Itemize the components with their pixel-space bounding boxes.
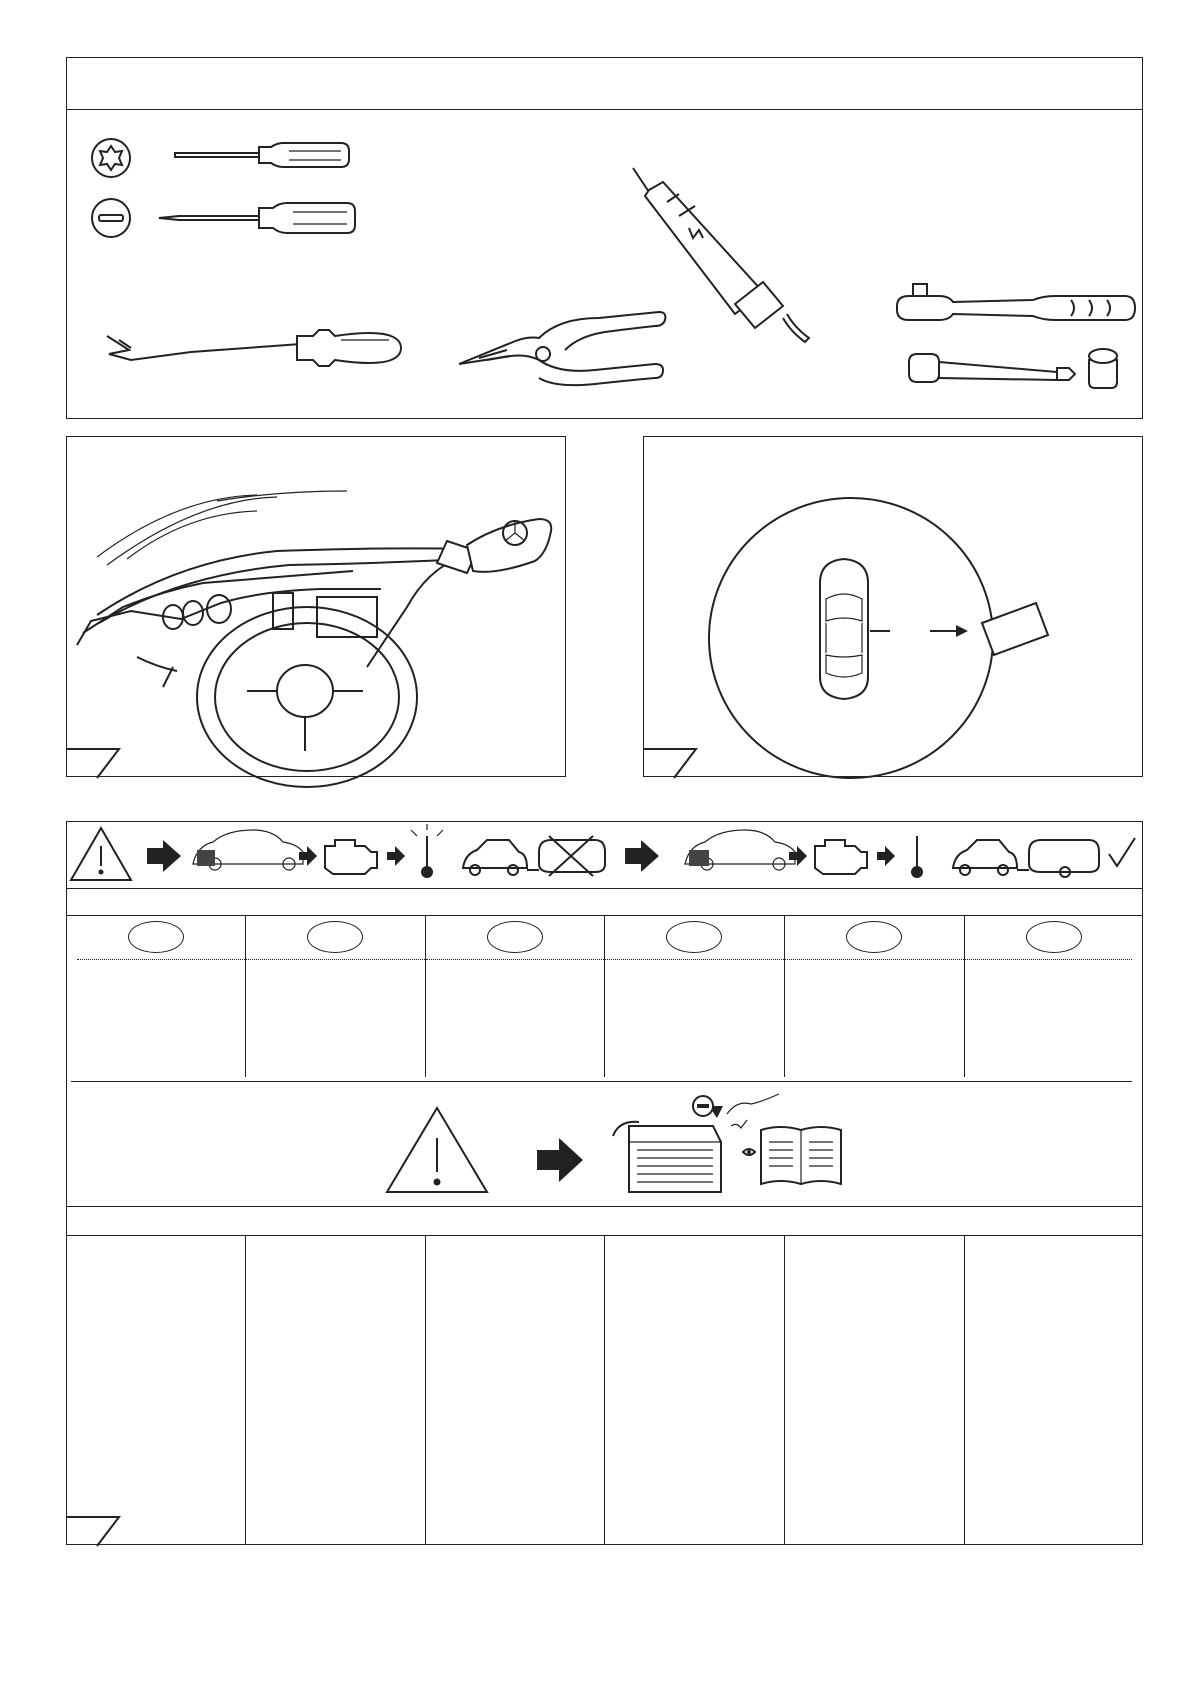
temperature-icon	[911, 836, 923, 878]
warning-triangle-icon	[387, 1108, 487, 1192]
manual-book-icon	[743, 1127, 841, 1184]
bottom-column	[785, 1235, 965, 1544]
step-key-panel	[66, 436, 566, 777]
warning-icon-row	[67, 822, 1144, 888]
language-code-badge	[307, 921, 363, 953]
language-code-badge	[666, 921, 722, 953]
car-with-module-icon	[193, 830, 303, 870]
no-trailer-icon	[463, 836, 605, 876]
bottom-column	[67, 1235, 246, 1544]
bottom-language-columns	[67, 1235, 1144, 1544]
language-code-badge	[487, 921, 543, 953]
checkmark-icon	[1109, 838, 1135, 866]
ratchet-wrench-icon	[893, 280, 1163, 340]
ignition-key-removal-icon	[67, 437, 567, 778]
step-corner-tab	[67, 1505, 127, 1546]
instructions-panel	[66, 821, 1143, 1545]
arrow-right-icon	[387, 846, 405, 866]
arrow-right-icon	[537, 1138, 583, 1182]
bottom-column	[246, 1235, 426, 1544]
bottom-column	[426, 1235, 605, 1544]
trim-removal-tool-icon	[107, 326, 407, 378]
top-language-columns	[67, 915, 1144, 1077]
socket-extension-icon	[905, 340, 1165, 410]
bottom-column	[965, 1235, 1142, 1544]
battery-row-divider	[71, 1081, 1132, 1082]
engine-warning-icon	[325, 840, 377, 874]
flathead-screwdriver-icon	[89, 196, 369, 242]
language-code-badge	[1026, 921, 1082, 953]
step-corner-tab	[67, 737, 127, 778]
dotted-separator	[77, 959, 245, 960]
top-column	[67, 915, 246, 1077]
dotted-separator	[605, 959, 784, 960]
step-corner-tab	[644, 737, 704, 778]
car-with-trailer-icon	[953, 840, 1099, 877]
top-column	[785, 915, 965, 1077]
voltage-tester-icon	[627, 168, 827, 378]
vehicle-card-icon	[644, 437, 1144, 778]
torx-screwdriver-icon	[89, 136, 349, 182]
temperature-warning-icon	[411, 824, 443, 878]
top-column	[246, 915, 426, 1077]
engine-icon	[815, 840, 867, 874]
step-card-panel	[643, 436, 1143, 777]
top-column	[965, 915, 1142, 1077]
battery-disconnect-icon	[613, 1094, 779, 1192]
bottom-column	[605, 1235, 785, 1544]
car-with-module-icon	[685, 830, 795, 870]
dotted-separator	[246, 959, 425, 960]
warning-triangle-icon	[71, 828, 131, 880]
language-code-badge	[846, 921, 902, 953]
tools-panel-header	[67, 58, 1142, 110]
top-language-header	[67, 888, 1142, 916]
arrow-right-icon	[299, 846, 317, 866]
bottom-language-header	[67, 1206, 1142, 1236]
top-column	[605, 915, 785, 1077]
top-column	[426, 915, 605, 1077]
language-code-badge	[128, 921, 184, 953]
dotted-separator	[426, 959, 604, 960]
arrow-right-icon	[147, 840, 181, 872]
arrow-right-icon	[625, 840, 659, 872]
dotted-separator	[965, 959, 1132, 960]
tools-panel	[66, 57, 1143, 419]
dotted-separator	[785, 959, 964, 960]
battery-warning-row	[67, 1084, 1144, 1204]
arrow-right-icon	[877, 846, 895, 866]
